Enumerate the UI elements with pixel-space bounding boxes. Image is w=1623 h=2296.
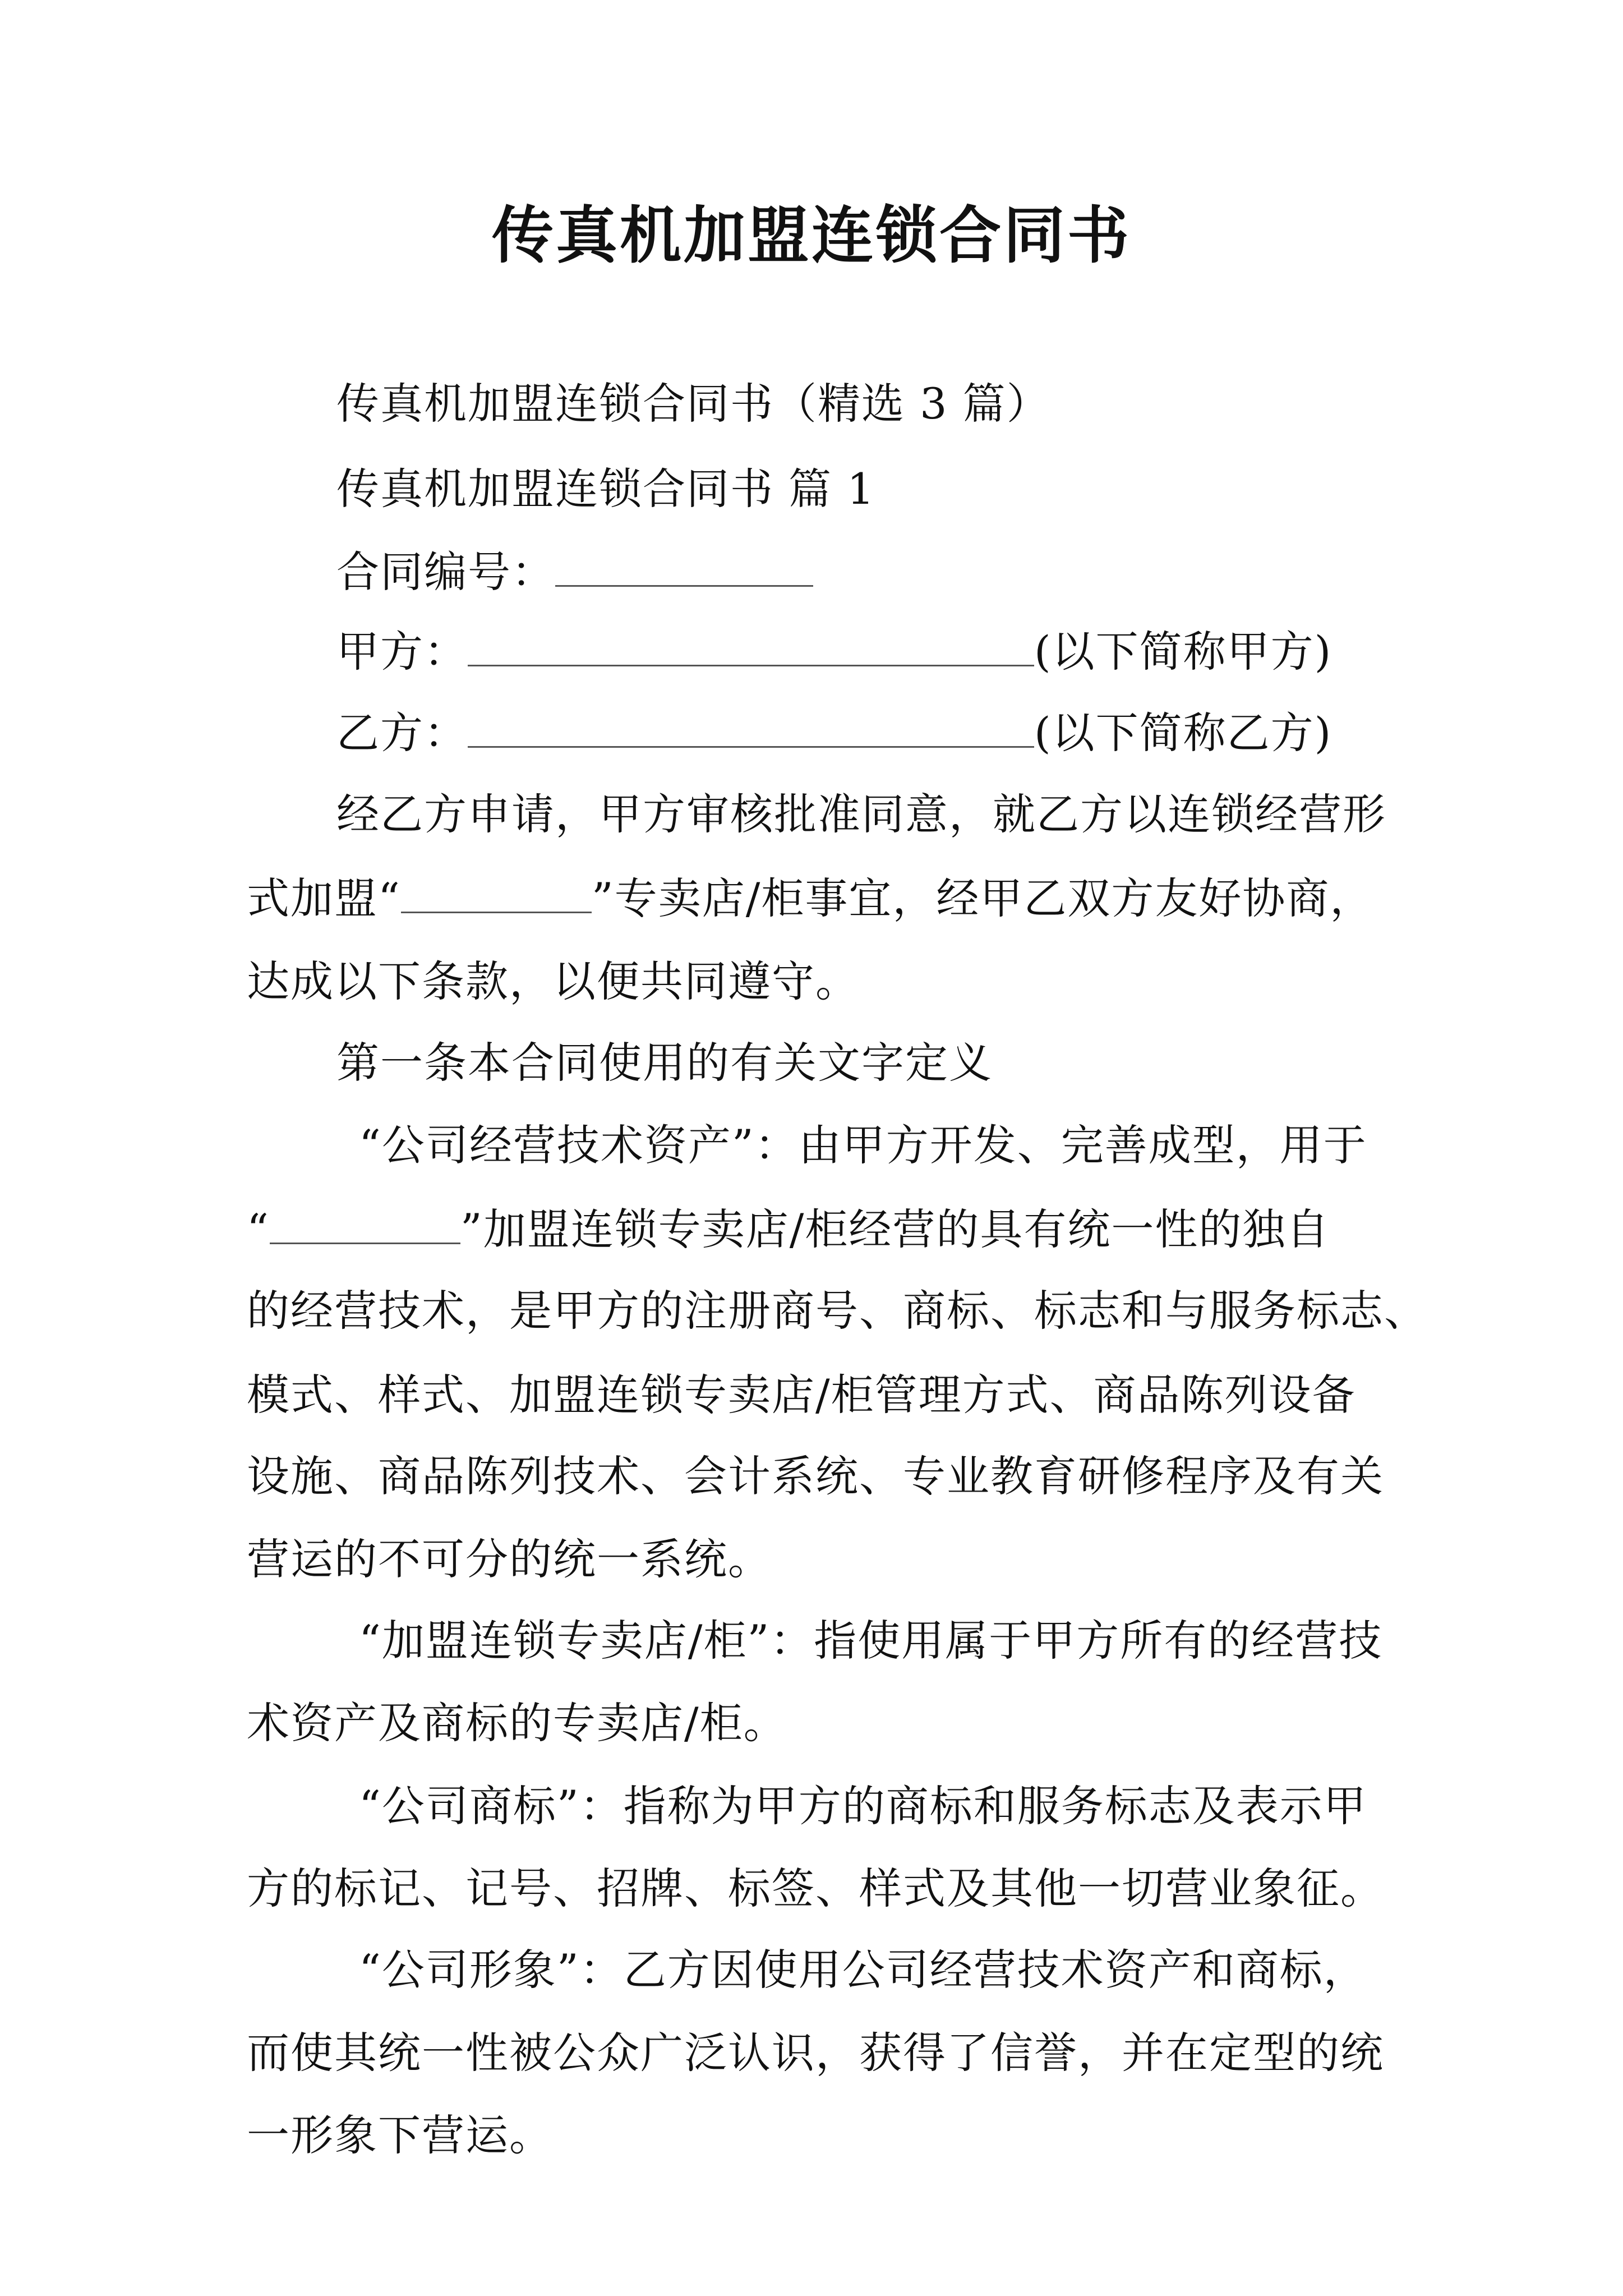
franchise-name-blank: [401, 876, 592, 913]
party-b-note: (以下简称乙方): [1034, 708, 1332, 758]
contract-number-line: [336, 543, 1503, 601]
document-title: 传真机加盟连锁合同书: [492, 200, 1131, 272]
paragraph-line: [247, 1694, 1413, 1752]
text: 设施、商品陈列技术、会计系统、专业教育研修程序及有关: [247, 1451, 1384, 1501]
text: 方的标记、记号、招牌、标签、样式及其他一切营业象征。: [247, 1864, 1384, 1913]
paragraph-line: [247, 1282, 1428, 1340]
contract-number-label: 合同编号：: [336, 547, 555, 597]
party-b-blank: [468, 710, 1034, 748]
paragraph-line: [247, 869, 1413, 928]
text: “公司商标”：指称为甲方的商标和服务标志及表示甲: [359, 1781, 1367, 1831]
party-a-line: [336, 623, 1503, 681]
text: 达成以下条款，以便共同遵守。: [247, 956, 859, 1006]
text: “公司形象”：乙方因使用公司经营技术资产和商标，: [359, 1945, 1367, 1995]
text: “公司经营技术资产”：由甲方开发、完善成型，用于: [359, 1120, 1367, 1170]
text: 传真机加盟连锁合同书 篇 1: [336, 464, 875, 514]
text: 营运的不可分的统一系统。: [247, 1534, 772, 1584]
paragraph-line: [336, 785, 1503, 844]
contract-number-blank: [555, 549, 813, 587]
text: 经乙方申请，甲方审核批准同意，就乙方以连锁经营形: [336, 789, 1386, 839]
paragraph-line: [359, 1612, 1525, 1670]
paragraph-line: [359, 1116, 1525, 1175]
paragraph-line: [247, 1366, 1413, 1424]
party-a-note: (以下简称甲方): [1034, 627, 1332, 677]
party-b-label: 乙方：: [336, 708, 468, 758]
paragraph-line: [247, 1447, 1413, 1506]
paragraph-line: [359, 1941, 1525, 1999]
section-heading: [336, 460, 1503, 518]
paragraph-line: [247, 1860, 1413, 1918]
text: “: [247, 1204, 270, 1254]
franchise-name-blank: [270, 1207, 460, 1244]
paragraph-line: [247, 953, 1413, 1011]
text: 术资产及商标的专卖店/柜。: [247, 1698, 787, 1748]
paragraph-line: [247, 2024, 1413, 2082]
text: 第一条本合同使用的有关文字定义: [336, 1038, 993, 1088]
paragraph-line: [247, 2106, 1413, 2165]
text: 式加盟“: [247, 873, 401, 923]
text: 传真机加盟连锁合同书（精选 3 篇）: [336, 379, 1050, 429]
party-a-label: 甲方：: [336, 627, 468, 677]
text: 一形象下营运。: [247, 2110, 553, 2160]
text: 而使其统一性被公众广泛认识，获得了信誉，并在定型的统: [247, 2028, 1384, 2078]
paragraph-line: [247, 1530, 1413, 1589]
text: “加盟连锁专卖店/柜”：指使用属于甲方所有的经营技: [359, 1616, 1383, 1665]
text: ”专卖店/柜事宜，经甲乙双方友好协商，: [591, 873, 1374, 923]
text: ”加盟连锁专卖店/柜经营的具有统一性的独自: [460, 1204, 1330, 1254]
paragraph-line: [359, 1777, 1525, 1835]
text: 模式、样式、加盟连锁专卖店/柜管理方式、商品陈列设备: [247, 1370, 1356, 1420]
party-a-blank: [468, 629, 1034, 666]
subtitle-line: [336, 375, 1503, 433]
paragraph-line: [247, 1200, 1413, 1259]
party-b-line: [336, 704, 1503, 762]
text: 的经营技术，是甲方的注册商号、商标、标志和与服务标志、: [247, 1286, 1428, 1336]
article-heading: [336, 1034, 1503, 1092]
